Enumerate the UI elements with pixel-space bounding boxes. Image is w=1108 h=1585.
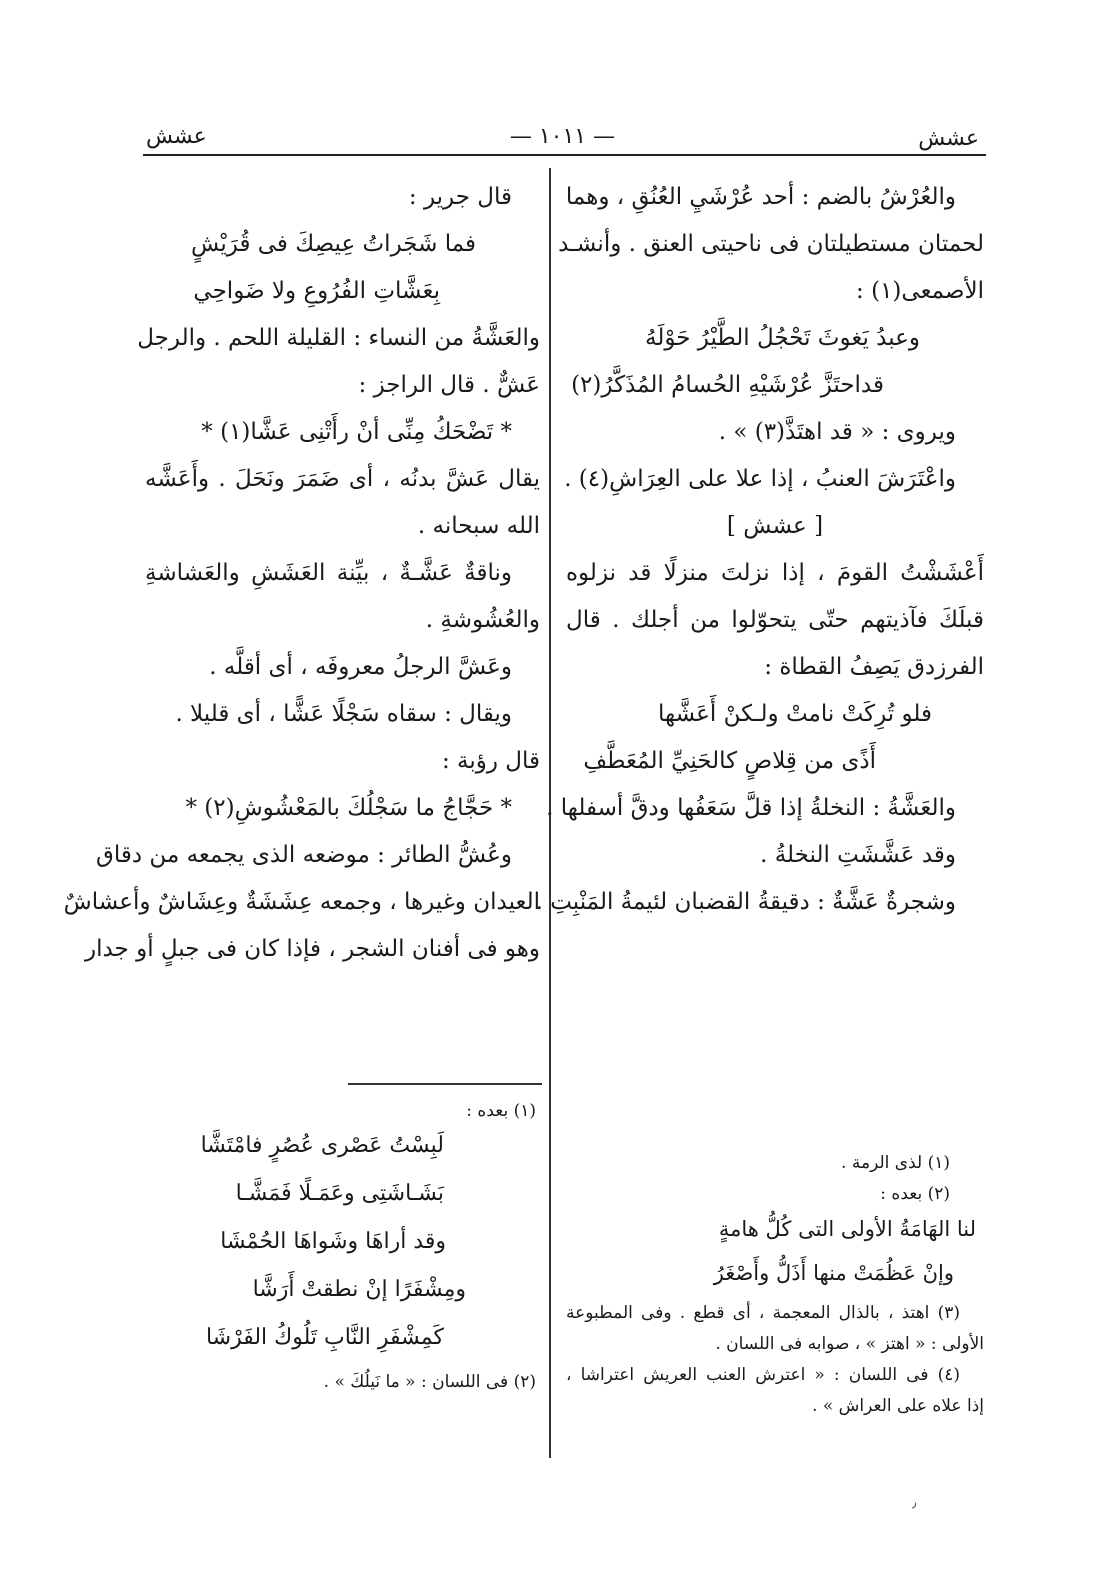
text-line: والعُشُوشةِ . xyxy=(425,607,540,633)
footnote-3-cont: الأولى : « اهتز » ، صوابه فى اللسان . xyxy=(715,1334,984,1354)
text-line: قبلَكَ فآذيتهم حتّى يتحوّلوا من أجلك . قال xyxy=(566,607,984,633)
verse-line: فلو تُرِكَتْ نامتْ ولـكنْ أَعَشَّها xyxy=(658,701,932,727)
footnote-3: (٣) اهتذ ، بالذال المعجمة ، أى قطع . وفى المطبوعة xyxy=(566,1303,960,1323)
footnote-2: (٢) فى اللسان : « ما نَيلُكَ » . xyxy=(323,1372,536,1392)
page-header xyxy=(140,118,985,158)
right-footnotes xyxy=(566,1152,984,1426)
text-line: والعَشَّةُ : النخلةُ إذا قلَّ سَعَفُها ودقَّ أسفلها . xyxy=(546,795,956,821)
text-line: ويروى : « قد اهتَذَّ(٣) » . xyxy=(718,419,956,445)
footnote-4: (٤) فى اللسان : « اعترش العنب العريش اعتراشا ، xyxy=(566,1365,960,1385)
text-line: وقد عَشَّشَتِ النخلةُ . xyxy=(760,842,956,868)
verse-line: أَذًى من قِلاصٍ كالحَنِيِّ المُعَطَّفِ xyxy=(583,748,876,774)
left-column xyxy=(63,182,540,981)
text-line: قال رؤبة : xyxy=(441,748,540,774)
rajaz-line: * تَضْحَكُ مِنِّى أنْ رأَتْنِى عَشَّا(١) * xyxy=(201,419,512,445)
footnote-1: (١) لذى الرمة . xyxy=(841,1153,950,1173)
text-line: والعُرْشُ بالضم : أحد عُرْشَيِ العُنُقِ ، وهما xyxy=(565,184,956,210)
footnote-rule-left xyxy=(348,1083,542,1085)
footnote-verse: بَشَـاشَتِى وعَمَـلًا فَمَشَّـا xyxy=(235,1181,444,1206)
footnote-2: (٢) بعده : xyxy=(880,1184,950,1204)
footnote-4-cont: إذا علاه على العراش » . xyxy=(812,1396,984,1416)
footnote-verse: لَبِسْتُ عَصْرى عُصُرٍ فامْتَشَّا xyxy=(200,1133,444,1158)
text-line: لحمتان مستطيلتان فى ناحيتى العنق . وأنشـد xyxy=(558,231,984,257)
footnote-verse: كَمِشْفَرِ النَّابِ تَلُوكُ الفَرْشَا xyxy=(205,1325,444,1350)
text-line: وشجرةٌ عَشَّةٌ : دقيقةُ القضبان لئيمةُ المَنْبِتِ . xyxy=(535,889,956,915)
verse-line: وعبدُ يَغوثَ تَحْجُلُ الطَّيْرُ حَوْلَهُ xyxy=(645,325,920,351)
header-keyword-left: عشش xyxy=(146,124,207,149)
text-line: وناقةٌ عَشَّـةٌ ، بيِّنة العَشَشِ والعَشاشةِ xyxy=(145,560,512,586)
header-keyword-right: عشش xyxy=(918,126,979,151)
text-line: ويقال : سقاه سَجْلًا عَشًّا ، أى قليلا . xyxy=(175,701,512,727)
footnote-verse: وإنْ عَظُمَتْ منها أَذَلُّ وأَصْغَرُ xyxy=(713,1261,954,1285)
text-line: واعْتَرَشَ العنبُ ، إذا علا على العِرَاشِ(٤) . xyxy=(564,466,956,492)
verse-line: بِعَشَّاتِ الفُرُوعِ ولا ضَواحِي xyxy=(193,278,440,304)
header-rule xyxy=(143,154,986,156)
stray-mark: ٫ xyxy=(912,1495,917,1511)
text-line: وعُشُّ الطائر : موضعه الذى يجمعه من دقاق xyxy=(96,842,512,868)
page-number: — ١٠١١ — xyxy=(509,124,616,149)
text-line: الفرزدق يَصِفُ القطاة : xyxy=(764,654,984,680)
footnote-verse: لنا الهَامَةُ الأولى التى كُلُّ هامةٍ xyxy=(718,1217,976,1241)
text-line: يقال عَشَّ بدنُه ، أى ضَمَرَ ونَحَلَ . وأَعَشَّه xyxy=(145,466,540,492)
text-line: عَشٌّ . قال الراجز : xyxy=(358,372,540,398)
rajaz-line: * حَجَّاجُ ما سَجْلُكَ بالمَعْشُوشِ(٢) * xyxy=(185,795,512,821)
entry-heading: [ عشش ] xyxy=(726,513,824,539)
text-line: أَعْشَشْتُ القومَ ، إذا نزلتَ منزلًا قد نزلوه xyxy=(566,560,984,586)
text-line: الله سبحانه . xyxy=(417,513,540,539)
footnote-1: (١) بعده : xyxy=(466,1101,536,1121)
verse-line: فما شَجَراتُ عِيصِكَ فى قُرَيْشٍ xyxy=(191,231,476,257)
text-line: قال جرير : xyxy=(408,184,512,210)
text-line: وعَشَّ الرجلُ معروفَه ، أى أقلَّه . xyxy=(209,654,512,680)
text-line: الأصمعى(١) : xyxy=(856,278,984,304)
footnote-verse: ومِشْفَرًا إنْ نطقتْ أَرَشَّا xyxy=(252,1277,466,1302)
text-line: والعَشَّةُ من النساء : القليلة اللحم . والرجل xyxy=(137,325,540,351)
verse-line: قداحتَزَّ عُرْشَيْهِ الحُسامُ المُذَكَّرُ(٢) xyxy=(571,372,884,398)
footnote-verse: وقد أراهَا وشَواهَا الحُمْشَا xyxy=(220,1229,446,1254)
left-footnotes xyxy=(145,1100,540,1402)
text-line: وهو فى أفنان الشجر ، فإذا كان فى جبلٍ أو جدار xyxy=(84,936,540,962)
right-column xyxy=(535,182,984,934)
text-line: العيدان وغيرها ، وجمعه عِشَشَةٌ وعِشَاشٌ وأعشاشٌ xyxy=(63,889,540,915)
